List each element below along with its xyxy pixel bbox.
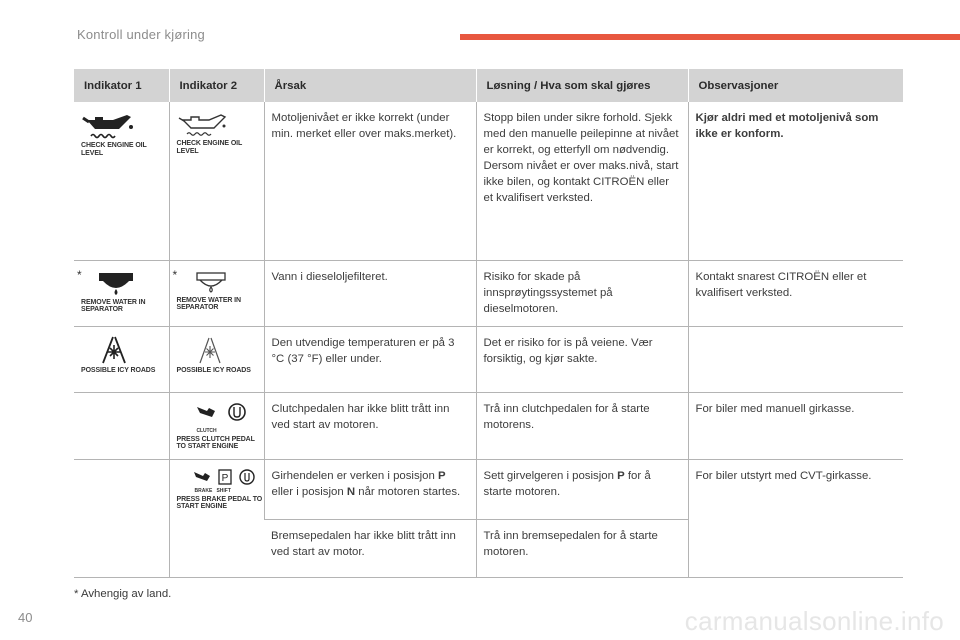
icy-road-outline-icon: [195, 335, 255, 365]
clutch-pedal-icon: [193, 401, 263, 427]
water-separator-icon: [95, 269, 155, 297]
page-number: 40: [18, 610, 33, 625]
indicator-caption: CHECK ENGINE OIL LEVEL: [81, 142, 147, 157]
water-separator-outline-icon: [191, 269, 251, 295]
cause-text: eller i posisjon: [271, 485, 344, 498]
table-row: [74, 260, 903, 326]
column-header: Årsak: [264, 69, 476, 102]
header-accent-bar: [460, 34, 960, 40]
indicator-1-cell: [74, 102, 169, 260]
table-row: [74, 392, 903, 459]
indicator-2-water: [172, 267, 265, 312]
watermark: carmanualsonline.info: [684, 606, 944, 636]
observation-cell: For biler med manuell girkasse.: [688, 392, 903, 459]
indicator-1-cell: [74, 392, 169, 459]
indicator-1-ice: [81, 335, 169, 375]
gear-n-label: N: [346, 485, 356, 498]
column-header: Observasjoner: [688, 69, 903, 102]
solution-cell: [476, 459, 688, 519]
indicator-caption: CHECK ENGINE OIL LEVEL: [176, 140, 243, 155]
solution-cell: Trå inn clutchpedalen for å starte motorens.: [476, 392, 688, 459]
indicator-2-cell: [169, 459, 264, 577]
column-header: Løsning / Hva som skal gjøres: [476, 69, 688, 102]
indicator-2-ice: [177, 335, 265, 375]
cause-cell: Bremsepedalen har ikke blitt trått inn ved start av motor.: [264, 519, 476, 577]
indicator-caption: POSSIBLE ICY ROADS: [176, 366, 251, 374]
footnote: * Avhengig av land.: [74, 588, 172, 600]
indicator-caption: REMOVE WATER IN SEPARATOR: [81, 298, 146, 313]
indicator-table: [74, 69, 903, 578]
cause-text: Girhendelen er verken i posisjon: [271, 469, 435, 482]
indicator-2-brake: [177, 468, 265, 511]
footnote-marker: *: [172, 267, 178, 282]
column-header: Indikator 1: [74, 69, 169, 102]
gear-p-label: P: [438, 469, 446, 482]
cause-text: når motoren startes.: [358, 485, 461, 498]
solution-cell: Det er risiko for is på veiene. Vær forsiktig, og kjør sakte.: [476, 326, 688, 392]
gear-p-label: P: [617, 469, 625, 482]
footnote-marker: *: [77, 267, 82, 282]
indicator-2-cell: [169, 260, 264, 326]
oil-can-outline-icon: [177, 110, 233, 138]
cause-cell: Clutchpedalen har ikke blitt trått inn ved start av motoren.: [264, 392, 476, 459]
cause-cell: [264, 459, 476, 519]
indicator-1-cell: [74, 260, 169, 326]
indicator-2-clutch: [177, 401, 265, 451]
indicator-1-cell: [74, 326, 169, 392]
column-header: Indikator 2: [169, 69, 264, 102]
indicator-caption: PRESS CLUTCH PEDAL TO START ENGINE: [176, 435, 255, 450]
cause-cell: Den utvendige temperaturen er på 3 °C (37 °F) eller under.: [264, 326, 476, 392]
brake-pedal-icon: [191, 468, 265, 488]
clutch-small-label: CLUTCH: [196, 427, 217, 434]
table-row: [74, 326, 903, 392]
shift-small-label: SHIFT: [216, 487, 231, 494]
table-row: [74, 102, 903, 260]
cause-cell: Vann i dieseloljefilteret.: [264, 260, 476, 326]
solution-cell: Trå inn bremsepedalen for å starte motoren.: [476, 519, 688, 577]
table-row: [74, 459, 903, 519]
observation-cell: [688, 326, 903, 392]
solution-cell: Stopp bilen under sikre forhold. Sjekk med den manuelle peilepinne at nivået er korrekt, og etterfyll om nødvendig. Dersom nivået er over maks.nivå, start ikke bilen, og kontakt CITROËN eller et kvalifisert verksted.: [476, 102, 688, 260]
indicator-1-water: [77, 267, 169, 314]
brake-small-labels: [195, 488, 265, 494]
icy-road-icon: [99, 335, 159, 365]
indicator-2-cell: [169, 326, 264, 392]
cause-cell: Motoljenivået er ikke korrekt (under min. merket eller over maks.merket).: [264, 102, 476, 260]
solution-text: Sett girvelgeren i posisjon: [483, 469, 614, 482]
observation-cell: Kjør aldri med et motoljenivå som ikke er konform.: [688, 102, 903, 260]
observation-cell: For biler utstyrt med CVT-girkasse.: [688, 459, 903, 577]
solution-cell: Risiko for skade på innsprøytingssystemet på dieselmotoren.: [476, 260, 688, 326]
oil-can-icon: [81, 110, 141, 140]
indicator-2-oil: [177, 110, 265, 155]
indicator-2-cell: [169, 102, 264, 260]
indicator-caption: POSSIBLE ICY ROADS: [81, 366, 156, 374]
indicator-1-oil: [81, 110, 169, 157]
indicator-1-cell: [74, 459, 169, 577]
gear-letter: P: [221, 472, 228, 484]
observation-cell: Kontakt snarest CITROËN eller et kvalifisert verksted.: [688, 260, 903, 326]
page-section-title: Kontroll under kjøring: [77, 27, 205, 42]
indicator-2-cell: [169, 392, 264, 459]
table-header-row: [74, 69, 903, 102]
indicator-caption: REMOVE WATER IN SEPARATOR: [176, 296, 241, 311]
indicator-caption: PRESS BRAKE PEDAL TO START ENGINE: [176, 495, 263, 510]
solution-text: for å starte motoren.: [483, 469, 651, 498]
brake-small-label: BRAKE: [194, 487, 213, 494]
